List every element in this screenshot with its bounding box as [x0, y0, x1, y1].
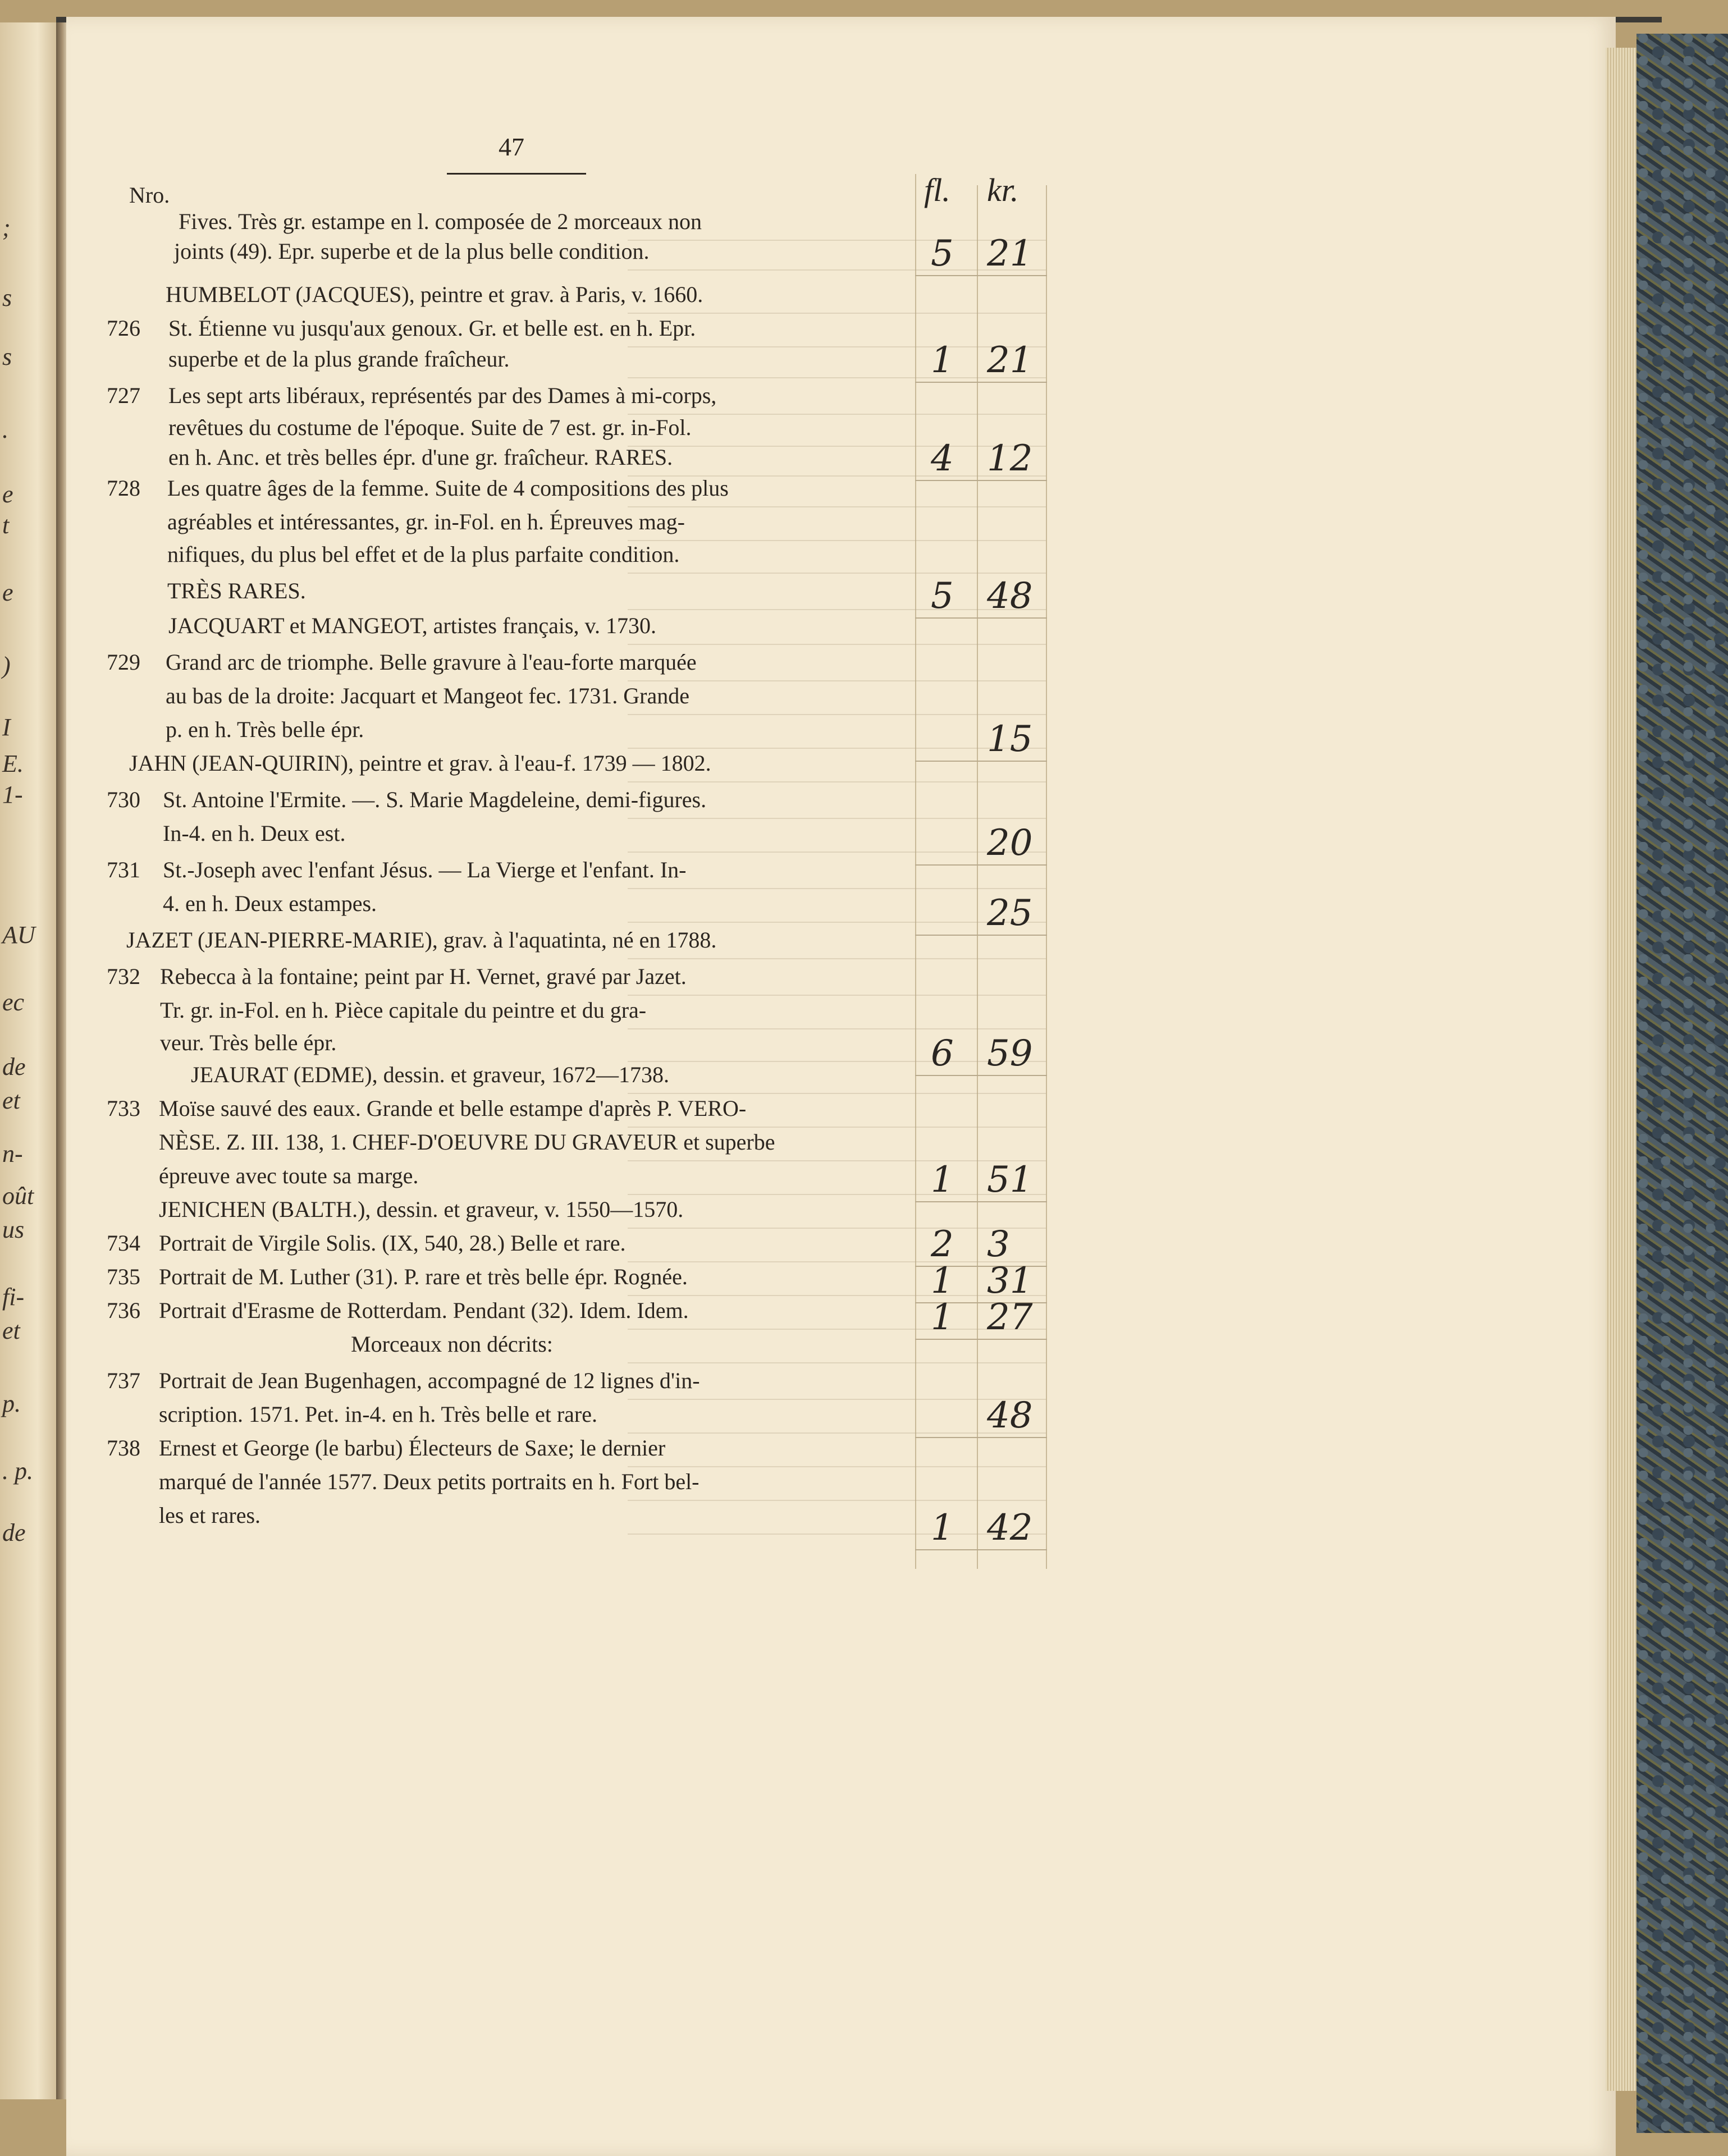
price-florins: 5	[931, 575, 954, 617]
price-kreuzer: 27	[987, 1297, 1033, 1338]
row-rule	[628, 1160, 1046, 1161]
catalogue-line: St. Antoine l'Ermite. —. S. Marie Magdeleine, demi-figures.	[163, 787, 707, 812]
catalogue-line: en h. Anc. et très belles épr. d'une gr. fraîcheur. RARES.	[168, 445, 673, 470]
entry-number: 738	[107, 1435, 140, 1461]
row-rule	[628, 781, 1046, 782]
price-kreuzer: 42	[987, 1507, 1033, 1549]
facing-page-fragment: )	[2, 652, 11, 679]
facing-page-fragment: e	[2, 480, 13, 508]
catalogue-line: Les quatre âges de la femme. Suite de 4 compositions des plus	[167, 475, 729, 501]
marbled-cover	[1636, 34, 1728, 2133]
catalogue-line: nifiques, du plus bel effet et de la plus parfaite condition.	[167, 542, 680, 567]
page-number-rule	[447, 173, 586, 175]
nro-label: Nro.	[129, 182, 170, 208]
price-kreuzer: 3	[987, 1224, 1010, 1265]
price-kreuzer: 59	[987, 1033, 1033, 1074]
price-florins: 1	[931, 1260, 954, 1302]
catalogue-line: agréables et intéressantes, gr. in-Fol. en h. Épreuves mag-	[167, 509, 685, 534]
facing-page-fragment: us	[2, 1216, 25, 1243]
catalogue-line: épreuve avec toute sa marge.	[159, 1163, 419, 1188]
facing-page-fragment: t	[2, 511, 10, 539]
price-rule	[915, 1201, 1047, 1202]
entry-number: 726	[107, 315, 140, 341]
catalogue-line: joints (49). Epr. superbe et de la plus belle condition.	[174, 239, 650, 264]
row-rule	[628, 1228, 1046, 1229]
row-rule	[628, 1466, 1046, 1467]
price-kreuzer: 21	[987, 340, 1033, 381]
catalogue-line: Grand arc de triomphe. Belle gravure à l'eau-forte marquée	[166, 649, 697, 675]
row-rule	[628, 1127, 1046, 1128]
catalogue-line: veur. Très belle épr.	[160, 1030, 337, 1055]
price-kreuzer: 12	[987, 438, 1033, 479]
row-rule	[628, 995, 1046, 996]
catalogue-line: Fives. Très gr. estampe en l. composée de 2 morceaux non	[179, 209, 702, 234]
row-rule	[628, 269, 1046, 271]
row-rule	[628, 818, 1046, 819]
price-kreuzer: 48	[987, 575, 1033, 617]
price-florins: 5	[931, 233, 954, 274]
row-rule	[628, 446, 1046, 447]
price-kreuzer: 25	[987, 892, 1033, 934]
catalogue-line: p. en h. Très belle épr.	[166, 717, 364, 742]
row-rule	[628, 1093, 1046, 1094]
row-rule	[628, 1261, 1046, 1262]
catalogue-line: marqué de l'année 1577. Deux petits portraits en h. Fort bel-	[159, 1469, 700, 1494]
facing-page-fragment: e	[2, 579, 13, 606]
row-rule	[628, 714, 1046, 715]
row-rule	[628, 1329, 1046, 1330]
price-rule	[915, 382, 1047, 383]
facing-page-fragment: . p.	[2, 1457, 33, 1485]
price-rule	[915, 935, 1047, 936]
row-rule	[628, 852, 1046, 853]
facing-page-fragment: de	[2, 1519, 26, 1546]
entry-number: 732	[107, 964, 140, 989]
catalogue-line: St. Étienne vu jusqu'aux genoux. Gr. et belle est. en h. Epr.	[168, 315, 696, 341]
catalogue-line: Ernest et George (le barbu) Électeurs de Saxe; le dernier	[159, 1435, 666, 1461]
catalogue-line: Portrait de M. Luther (31). P. rare et très belle épr. Rognée.	[159, 1264, 688, 1289]
facing-page-fragment: AU	[2, 921, 35, 949]
price-florins: 2	[931, 1224, 954, 1265]
catalogue-line: JAZET (JEAN-PIERRE-MARIE), grav. à l'aquatinta, né en 1788.	[126, 927, 717, 953]
catalogue-line: les et rares.	[159, 1503, 261, 1528]
page-edges	[1606, 48, 1636, 2091]
catalogue-line: HUMBELOT (JACQUES), peintre et grav. à Paris, v. 1660.	[166, 282, 703, 307]
entry-number: 729	[107, 649, 140, 675]
price-florins: 4	[931, 438, 954, 479]
entry-number: 736	[107, 1298, 140, 1323]
catalogue-line: superbe et de la plus grande fraîcheur.	[168, 346, 510, 372]
price-rule	[915, 1549, 1047, 1550]
col-header-fl: fl.	[924, 172, 950, 208]
price-kreuzer: 21	[987, 233, 1033, 274]
row-rule	[628, 958, 1046, 959]
facing-page-fragment: p.	[2, 1390, 21, 1417]
catalogue-line: Tr. gr. in-Fol. en h. Pièce capitale du peintre et du gra-	[160, 997, 647, 1023]
catalogue-line: au bas de la droite: Jacquart et Mangeot fec. 1731. Grande	[166, 683, 689, 708]
price-rule	[915, 275, 1047, 276]
price-rule	[915, 617, 1047, 619]
facing-page-fragment: oût	[2, 1182, 34, 1210]
price-rule	[915, 864, 1047, 866]
catalogue-line: NÈSE. Z. III. 138, 1. CHEF-D'OEUVRE DU GRAVEUR et superbe	[159, 1129, 775, 1155]
catalogue-line: TRÈS RARES.	[167, 578, 306, 603]
price-florins: 1	[931, 1507, 954, 1549]
price-rule	[915, 1339, 1047, 1340]
row-rule	[628, 1432, 1046, 1434]
price-rule	[915, 1075, 1047, 1076]
facing-page-fragment: .	[2, 416, 8, 443]
row-rule	[628, 377, 1046, 378]
ledger-line-right	[1046, 185, 1047, 1569]
facing-page-fragment: n-	[2, 1140, 23, 1168]
left-page-edge	[0, 22, 63, 2099]
catalogue-line: scription. 1571. Pet. in-4. en h. Très belle et rare.	[159, 1402, 597, 1427]
entry-number: 735	[107, 1264, 140, 1289]
catalogue-line: revêtues du costume de l'époque. Suite de 7 est. gr. in-Fol.	[168, 415, 692, 440]
row-rule	[628, 680, 1046, 681]
facing-page-fragment: s	[2, 343, 12, 370]
entry-number: 728	[107, 475, 140, 501]
row-rule	[628, 1028, 1046, 1029]
ledger-line-middle	[977, 185, 978, 1569]
price-kreuzer: 31	[987, 1260, 1033, 1302]
facing-page-fragment: et	[2, 1087, 20, 1114]
row-rule	[628, 1061, 1046, 1062]
row-rule	[628, 644, 1046, 645]
row-rule	[628, 540, 1046, 541]
row-rule	[628, 1295, 1046, 1296]
facing-page-fragment: fi-	[2, 1283, 25, 1311]
facing-page-fragment: 1-	[2, 781, 23, 808]
price-rule	[915, 480, 1047, 481]
price-kreuzer: 15	[987, 718, 1033, 760]
row-rule	[628, 1194, 1046, 1195]
catalogue-line: JACQUART et MANGEOT, artistes français, v. 1730.	[168, 613, 656, 638]
row-rule	[628, 609, 1046, 610]
row-rule	[628, 1500, 1046, 1501]
catalogue-line: Portrait de Virgile Solis. (IX, 540, 28.) Belle et rare.	[159, 1230, 626, 1256]
page-number: 47	[499, 132, 524, 161]
entry-number: 733	[107, 1096, 140, 1121]
facing-page-fragment: I	[2, 713, 11, 741]
row-rule	[628, 240, 1046, 241]
entry-number: 730	[107, 787, 140, 812]
facing-page-fragment: et	[2, 1317, 20, 1344]
col-header-kr: kr.	[987, 172, 1019, 208]
price-rule	[915, 761, 1047, 762]
facing-page-fragment: E.	[2, 750, 24, 777]
price-kreuzer: 20	[987, 822, 1033, 864]
price-kreuzer: 51	[987, 1159, 1033, 1201]
price-florins: 1	[931, 1159, 954, 1201]
row-rule	[628, 573, 1046, 574]
catalogue-line: Portrait de Jean Bugenhagen, accompagné de 12 lignes d'in-	[159, 1368, 700, 1393]
catalogue-line: JEAURAT (EDME), dessin. et graveur, 1672—1738.	[191, 1062, 669, 1087]
row-rule	[628, 313, 1046, 314]
catalogue-line: In-4. en h. Deux est.	[163, 821, 346, 846]
facing-page-fragment: s	[2, 284, 12, 312]
book-page	[66, 17, 1616, 2156]
facing-page-fragment: ec	[2, 988, 25, 1016]
catalogue-line: 4. en h. Deux estampes.	[163, 891, 377, 916]
row-rule	[628, 1534, 1046, 1535]
entry-number: 727	[107, 383, 140, 408]
catalogue-line: Rebecca à la fontaine; peint par H. Vernet, gravé par Jazet.	[160, 964, 687, 989]
price-florins: 1	[931, 1297, 954, 1338]
catalogue-line: Morceaux non décrits:	[351, 1331, 553, 1357]
catalogue-line: Moïse sauvé des eaux. Grande et belle estampe d'après P. VERO-	[159, 1096, 747, 1121]
catalogue-line: Les sept arts libéraux, représentés par des Dames à mi-corps,	[168, 383, 717, 408]
entry-number: 734	[107, 1230, 140, 1256]
entry-number: 731	[107, 857, 140, 882]
ledger-line-left	[915, 174, 916, 1569]
facing-page-fragment: de	[2, 1053, 26, 1081]
facing-page-fragment: ;	[2, 214, 11, 241]
row-rule	[628, 1399, 1046, 1400]
price-florins: 1	[931, 340, 954, 381]
catalogue-line: St.-Joseph avec l'enfant Jésus. — La Vierge et l'enfant. In-	[163, 857, 687, 882]
price-rule	[915, 1437, 1047, 1438]
row-rule	[628, 922, 1046, 923]
price-kreuzer: 48	[987, 1395, 1033, 1436]
row-rule	[628, 748, 1046, 749]
row-rule	[628, 506, 1046, 507]
row-rule	[628, 1362, 1046, 1363]
row-rule	[628, 346, 1046, 347]
row-rule	[628, 888, 1046, 889]
entry-number: 737	[107, 1368, 140, 1393]
price-florins: 6	[931, 1033, 954, 1074]
catalogue-line: JENICHEN (BALTH.), dessin. et graveur, v. 1550—1570.	[159, 1197, 684, 1222]
catalogue-line: Portrait d'Erasme de Rotterdam. Pendant (32). Idem. Idem.	[159, 1298, 689, 1323]
catalogue-line: JAHN (JEAN-QUIRIN), peintre et grav. à l'eau-f. 1739 — 1802.	[129, 750, 711, 776]
